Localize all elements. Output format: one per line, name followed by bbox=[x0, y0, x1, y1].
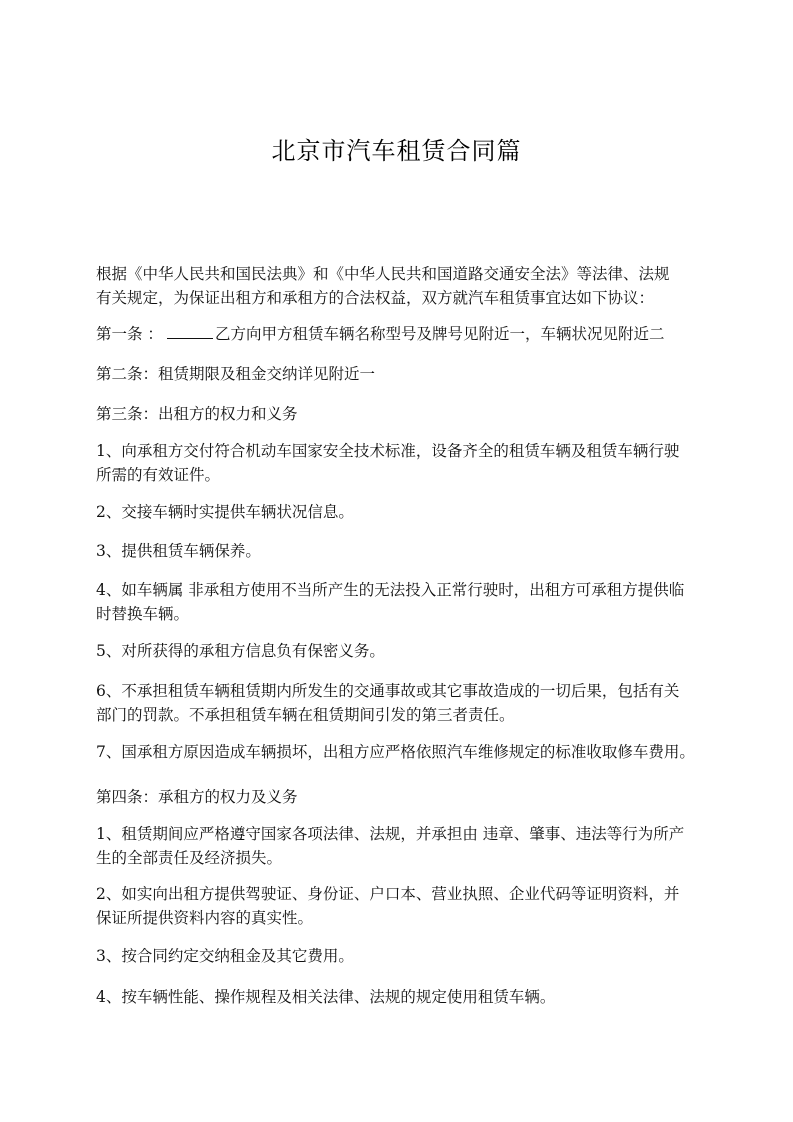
article-3-item-3: 3、提供租赁车辆保养。 bbox=[96, 542, 261, 560]
article-4-item-2 bbox=[96, 882, 708, 930]
article-3-item-4 bbox=[96, 578, 708, 626]
article-4-item-3: 3、按合同约定交纳租金及其它费用。 bbox=[96, 947, 354, 965]
intro-line-1: 根据《中华人民共和国民法典》和《中华人民共和国道路交通安全法》等法律、法规 bbox=[96, 265, 670, 283]
article-3-item-4-line-1: 4、如车辆属 非承租方使用不当所产生的无法投入正常行驶时，出租方可承租方提供临 bbox=[96, 581, 685, 599]
article-4-item-2-line-1: 2、如实向出租方提供驾驶证、身份证、户口本、营业执照、企业代码等证明资料，并 bbox=[96, 885, 680, 903]
article-3-item-5: 5、对所获得的承租方信息负有保密义务。 bbox=[96, 642, 385, 660]
article-3-item-1-line-1: 1、向承租方交付符合机动车国家安全技术标准，设备齐全的租赁车辆及租赁车辆行驶 bbox=[96, 442, 680, 460]
article-2: 第二条：租赁期限及租金交纳详见附近一 bbox=[96, 365, 376, 383]
intro-line-2: 有关规定，为保证出租方和承租方的合法权益，双方就汽车租赁事宜达如下协议： bbox=[96, 289, 655, 307]
document-title: 北京市汽车租赁合同篇 bbox=[271, 137, 522, 165]
article-3-item-6 bbox=[96, 679, 708, 727]
article-4-item-1 bbox=[96, 822, 708, 870]
article-3-item-7: 7、国承租方原因造成车辆损坏，出租方应严格依照汽车维修规定的标准收取修车费用。 bbox=[96, 743, 695, 761]
article-4-item-4: 4、按车辆性能、操作规程及相关法律、法规的规定使用租赁车辆。 bbox=[96, 988, 556, 1006]
intro-paragraph bbox=[96, 262, 708, 310]
article-1-prefix: 第一条 ： bbox=[96, 325, 163, 343]
article-3-heading: 第三条：出租方的权力和义务 bbox=[96, 405, 298, 423]
article-4-item-1-line-2: 生的全部责任及经济损失。 bbox=[96, 849, 283, 867]
article-1 bbox=[96, 322, 708, 346]
article-4-heading: 第四条：承租方的权力及义务 bbox=[96, 788, 298, 806]
article-3-item-2: 2、交接车辆时实提供车辆状况信息。 bbox=[96, 503, 354, 521]
article-1-text: 乙方向甲方租赁车辆名称型号及牌号见附近一，车辆状况见附近二 bbox=[214, 325, 665, 343]
article-3-item-6-line-1: 6、不承担租赁车辆租赁期内所发生的交通事故或其它事故造成的一切后果，包括有关 bbox=[96, 682, 680, 700]
article-3-item-6-line-2: 部门的罚款。不承担租赁车辆在租赁期间引发的第三者责任。 bbox=[96, 706, 515, 724]
article-4-item-2-line-2: 保证所提供资料内容的真实性。 bbox=[96, 909, 314, 927]
article-4-item-1-line-1: 1、租赁期间应严格遵守国家各项法律、法规，并承担由 违章、肇事、违法等行为所产 bbox=[96, 825, 685, 843]
blank-underline bbox=[167, 324, 213, 339]
article-3-item-1-line-2: 所需的有效证件。 bbox=[96, 466, 221, 484]
article-3-item-4-line-2: 时替换车辆。 bbox=[96, 605, 190, 623]
article-3-item-1 bbox=[96, 439, 708, 487]
